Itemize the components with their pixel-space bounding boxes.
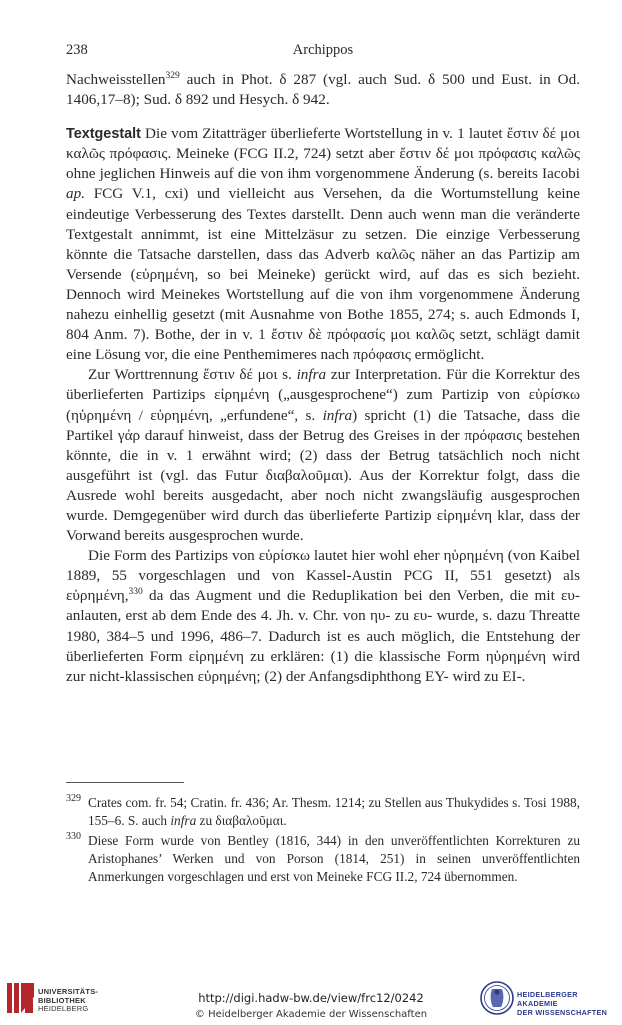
- p1-text-a: Nachweisstellen: [66, 71, 166, 88]
- footnote-italic-infra: infra: [170, 813, 197, 829]
- hadw-logo-text: [517, 990, 620, 1017]
- footnote-text: Crates com. fr. 54; Cratin. fr. 436; Ar. Thesm. 1214; zu Stellen aus Thukydides s. Tosi 1988, 155–6. S. auch: [88, 795, 580, 829]
- main-text: [66, 70, 580, 687]
- page-footer: [0, 976, 622, 1025]
- p2-text-c: FCG V.1, cxi) und vielleicht aus Versehen, da die Wortumstellung keine eindeutige Verbesserung des Textes darstellt. Denn auch wenn man die veränderte Textgestalt annimmt, ist eine Mittelzäsur zu setzen. Die einzige Verbesserung könnte die Tatsache darstellen, dass das Adverb καλῶς näher an das Partizip am Versende (εὑρημένη, so bei Meineke) gerückt wird, auf das es sich bezieht. Dennoch wird Meinekes Wortstellung auf die von ihm vorgenommene Änderung nahezu einhellig gesetzt (mit Ausnahme von Bothe 1855, 274; s. auch Edmonds I, 804 Anm. 7). Bothe, der in v. 1 ἔστιν δὲ πρόφασίς μοι καλῶς setzt, schlägt damit eine Lösung vor, die eine Penthemimeres nach πρόφασις ermöglicht.: [66, 185, 580, 364]
- footnote-text-end: zu διαβαλοῦμαι.: [196, 813, 287, 829]
- paragraph-partizip-form: [66, 546, 580, 687]
- paragraph-textgestalt: [66, 124, 580, 365]
- p3-text-c: zur Interpretation. Für die Korrektur des überlieferten Partizips εἰρημένη („ausgesprochene“) zum Partizip von εὑρίσκω (ηὑρημένη / εὑρημένη, „erfundene“, s.: [66, 366, 580, 424]
- footnote-text: Diese Form wurde von Bentley (1816, 344) in den unveröffentlichten Korrekturen zu Aristophanes’ Werken und von Porson (1814, 251) in seinen unveröffentlichten Anmerkungen vorgeschlagen und erst von Meineke FCG II.2, 724 übernommen.: [88, 832, 580, 885]
- p3-text-e: ) spricht (1) die Tatsache, dass die Partikel γάρ darauf hinweist, dass der Betrug des Greises in der πρόφασις bestehen könnte, die in v. 1 erwähnt wird; (2) dass der Betrug tatsächlich noch nicht ausgeführt ist (vgl. das Futur διαβαλοῦμαι). Aus der Korrektur folgt, dass die Ausrede wohl bereits ausgedacht, aber noch nicht zwangsläufig ausgesprochen wurde. Demgegenüber wird durch das überlieferte Partizip εἰρημένη klar, dass der Vorwand bereits ausgesprochen wurde.: [66, 406, 580, 545]
- p2-text-a: Die vom Zitatträger überlieferte Wortstellung in v. 1 lautet ἔστιν δέ μοι καλῶς πρόφασις. Meineke (FCG II.2, 724) setzt aber ἔστιν δέ μοι πρόφασις καλῶς ohne jeglichen Hinweis auf die von ihm vorgenommene Änderung (s. bereits Iacobi: [66, 125, 580, 183]
- hadw-logo-line: DER WISSENSCHAFTEN: [517, 1008, 608, 1017]
- hadw-logo[interactable]: [480, 980, 620, 1020]
- footnote-number: 330: [66, 830, 81, 842]
- p1-text-b: auch in Phot. δ 287 (vgl. auch Sud. δ 500 und Eust. in Od. 1406,17–8); Sud. δ 892 und Hesych. δ 942.: [66, 71, 580, 109]
- paragraph-worttrennung: [66, 365, 580, 546]
- ub-logo-line: UNIVERSITÄTS-: [38, 987, 99, 996]
- page-header: [66, 42, 580, 62]
- ub-logo-line: HEIDELBERG: [38, 1004, 89, 1013]
- footnote-329: [66, 794, 580, 831]
- running-title: Archippos: [292, 42, 354, 58]
- hadw-logo-line: HEIDELBERGER AKADEMIE: [517, 990, 578, 1008]
- footnote-number: 329: [66, 793, 81, 804]
- paragraph-nachweisstellen: [66, 70, 580, 110]
- footnotes: [66, 794, 580, 887]
- hadw-emblem-icon: [480, 980, 514, 1016]
- footnote-ref-329[interactable]: 329: [165, 70, 180, 81]
- copyright-notice: © Heidelberger Akademie der Wissenschaften: [194, 1009, 428, 1020]
- section-heading-textgestalt: Textgestalt: [66, 126, 141, 143]
- p3-italic-infra-2: infra: [322, 406, 353, 424]
- permalink-url[interactable]: http://digi.hadw-bw.de/view/frc12/0242: [198, 991, 424, 1005]
- page-number: 238: [66, 42, 88, 58]
- footnote-divider: [66, 782, 184, 783]
- p4-text-a: Die Form des Partizips von εὑρίσκω lautet hier wohl eher ηὑρημένη (von Kaibel 1889, 55 vorgeschlagen und von Kassel-Austin PCG II, 551 gesetzt) als εὑρημένη,: [66, 547, 580, 605]
- p3-text-a: Zur Worttrennung ἔστιν δέ μοι s.: [88, 366, 297, 384]
- p4-text-b: da das Augment und die Reduplikation bei den Verben, die mit ευ- anlauten, erst ab dem Ende des 4. Jh. v. Chr. von ηυ- zu ευ- wurde, s. dazu Threatte 1980, 384–5 und 1996, 486–7. Dadurch ist es auch möglich, die Entstehung der überlieferten Form εἰρημένη zu erklären: (1) die klassische Form ηὑρημένη wird zur nicht-klassischen εὑρημένη; (2) der Anfangsdiphthong EY- wird zu EI-.: [66, 587, 580, 685]
- p3-italic-infra: infra: [296, 366, 327, 384]
- p2-italic-ap: ap.: [66, 185, 85, 203]
- ub-logo-line: BIBLIOTHEK: [38, 995, 86, 1005]
- footnote-ref-330[interactable]: 330: [128, 587, 143, 598]
- footnote-330: [66, 832, 580, 887]
